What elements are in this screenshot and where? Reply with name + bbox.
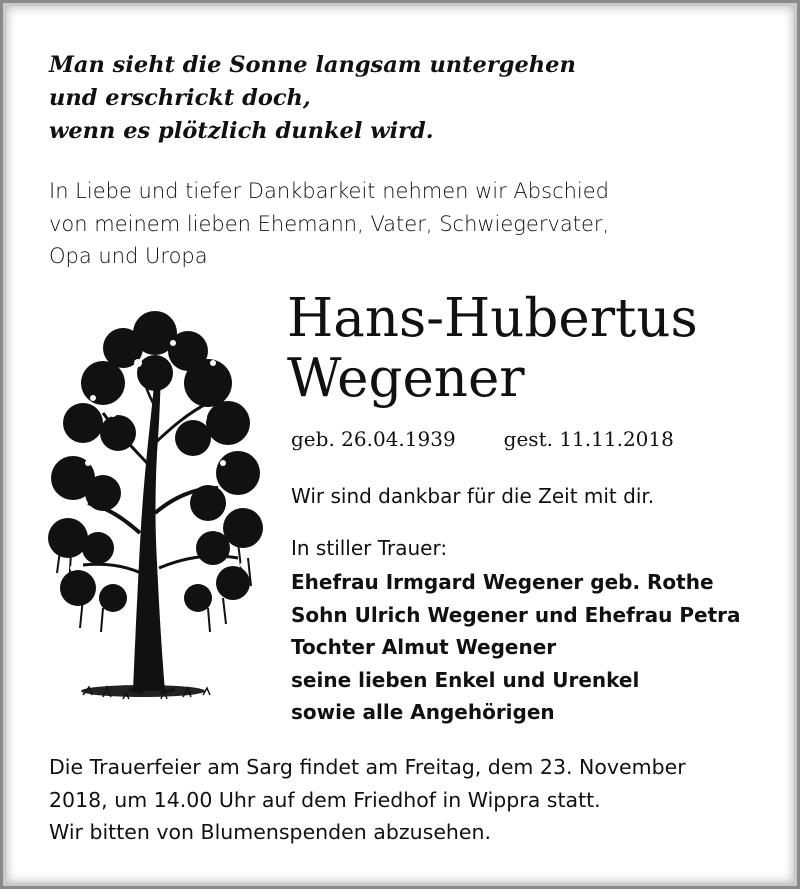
mourner-entry: sowie alle Angehörigen [291, 700, 555, 724]
intro-line: In Liebe und tiefer Dankbarkeit nehmen wir Abschied [49, 179, 610, 203]
funeral-info-line: Die Trauerfeier am Sarg findet am Freitag, dem 23. November [49, 755, 686, 779]
mourner-entry: seine lieben Enkel und Urenkel [291, 667, 640, 692]
funeral-info-line: 2018, um 14.00 Uhr auf dem Friedhof in Wippra statt. [49, 787, 601, 812]
mourner-entry: Ehefrau Irmgard Wegener geb. Rothe [291, 570, 714, 594]
mourners-list [291, 566, 741, 729]
life-dates [291, 424, 674, 454]
thanks-line: Wir sind dankbar für die Zeit mit dir. [291, 484, 655, 508]
motto-line: wenn es plötzlich dunkel wird. [49, 118, 434, 144]
intro-text [49, 175, 609, 273]
motto-verse [49, 49, 576, 148]
deceased-last-name: Wegener [287, 348, 525, 409]
funeral-info [49, 751, 686, 849]
birth-date: geb. 26.04.1939 [291, 427, 456, 451]
funeral-info-line: Wir bitten von Blumenspenden abzusehen. [49, 820, 492, 844]
motto-line: und erschrickt doch, [49, 85, 311, 111]
mourner-entry: Sohn Ulrich Wegener und Ehefrau Petra [291, 602, 741, 627]
deceased-name [287, 289, 698, 409]
deceased-first-name: Hans-Hubertus [287, 288, 698, 349]
death-date: gest. 11.11.2018 [503, 427, 674, 451]
birch-tree-illustration [43, 303, 265, 713]
intro-line: Opa und Uropa [49, 244, 208, 268]
motto-line: Man sieht die Sonne langsam untergehen [49, 52, 576, 78]
intro-line: von meinem lieben Ehemann, Vater, Schwiegervater, [49, 211, 610, 236]
mourner-entry: Tochter Almut Wegener [291, 635, 557, 659]
mourning-heading: In stiller Trauer: [291, 536, 448, 560]
